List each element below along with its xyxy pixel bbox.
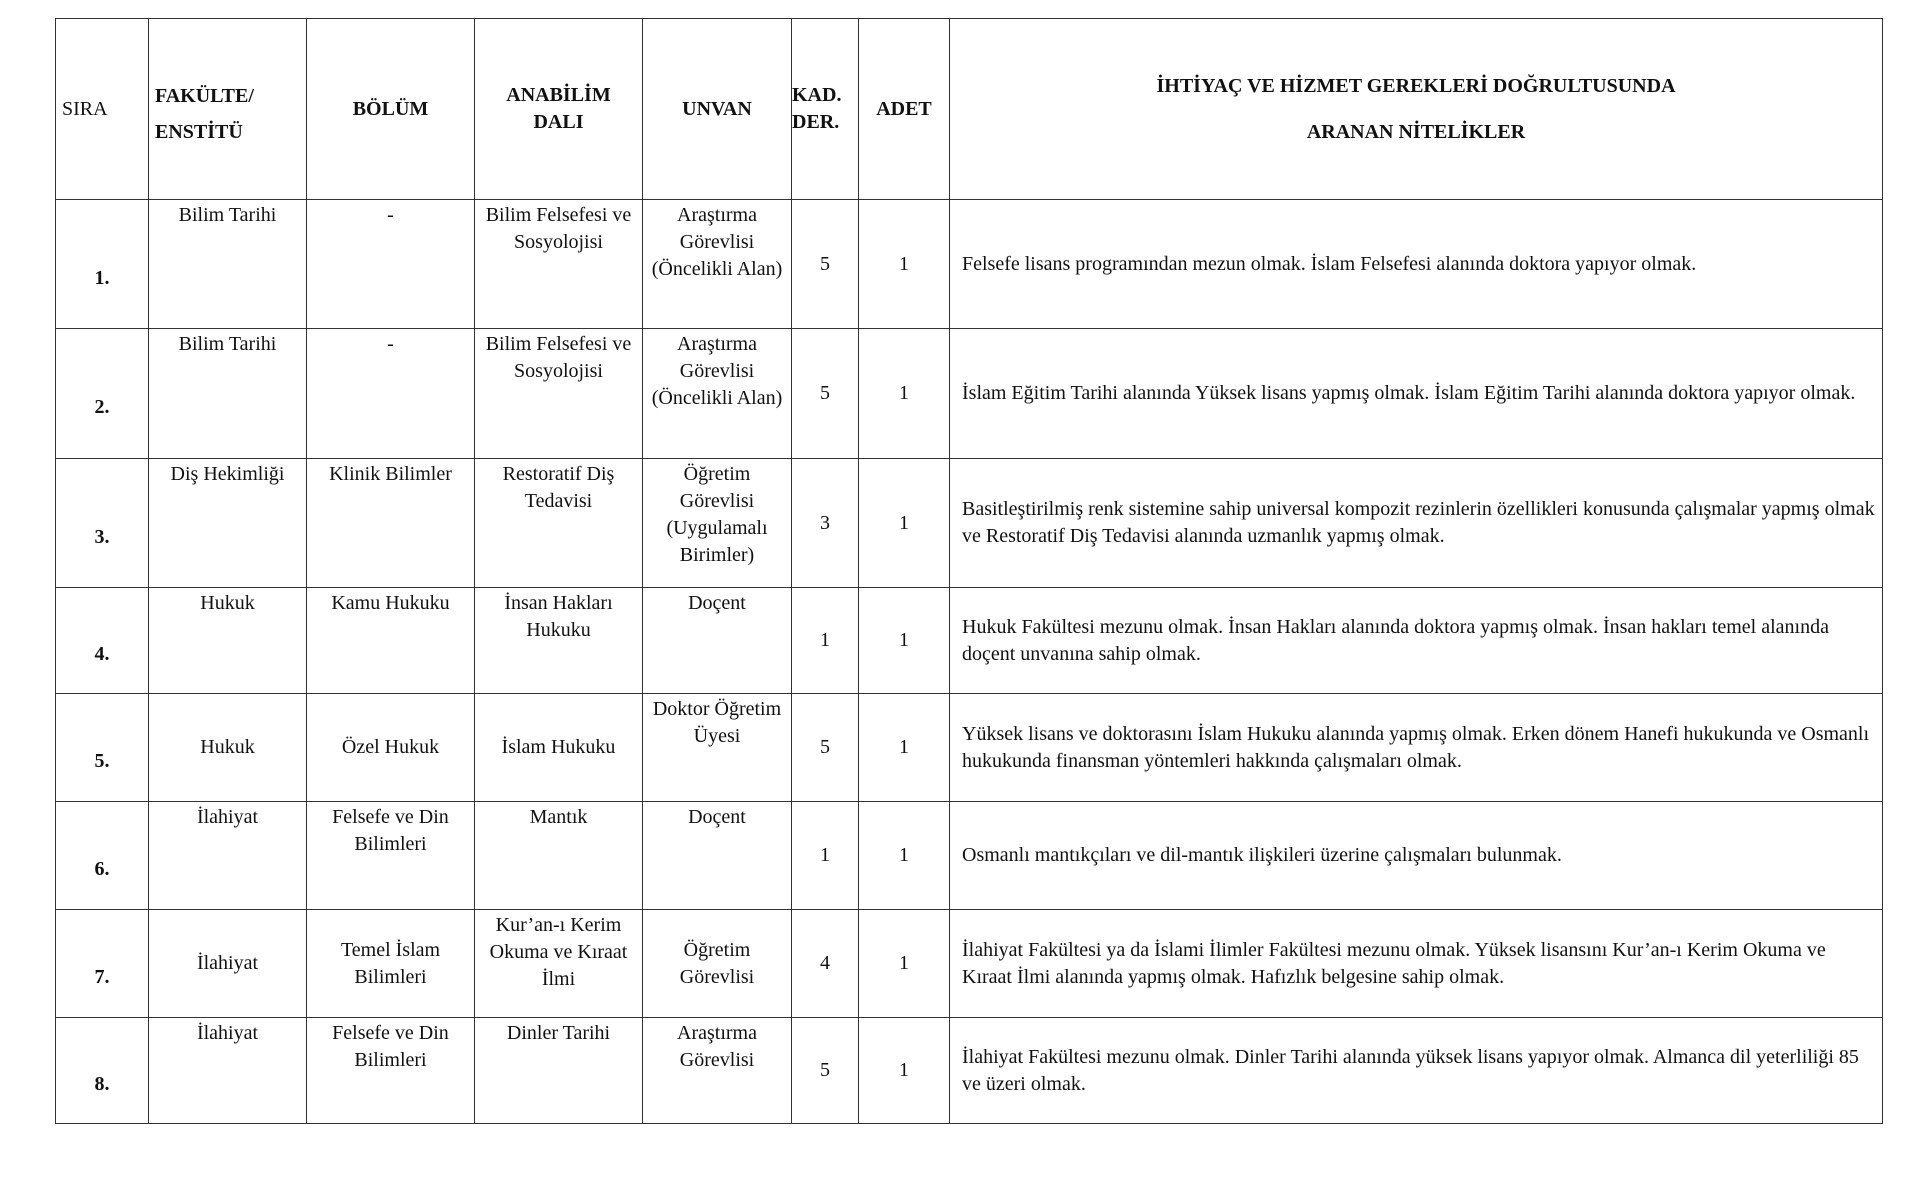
anabilim-cell: Dinler Tarihi <box>475 1018 643 1124</box>
bolum-cell: Kamu Hukuku <box>307 588 475 694</box>
bolum-cell: - <box>307 200 475 329</box>
header-fakulte: FAKÜLTE/ ENSTİTÜ <box>149 19 307 200</box>
table-row <box>56 329 1883 459</box>
kadro-derecesi-cell: 1 <box>792 588 859 694</box>
table-row <box>56 694 1883 802</box>
header-anabilim: ANABİLİM DALI <box>475 19 643 200</box>
fakulte-cell: Diş Hekimliği <box>149 459 307 588</box>
anabilim-cell: Bilim Felsefesi ve Sosyolojisi <box>475 329 643 459</box>
sira-cell: 1. <box>56 200 149 329</box>
unvan-cell: Doçent <box>643 802 792 910</box>
table-row <box>56 802 1883 910</box>
table-row <box>56 588 1883 694</box>
adet-cell: 1 <box>859 694 950 802</box>
sira-cell: 4. <box>56 588 149 694</box>
anabilim-cell: Mantık <box>475 802 643 910</box>
fakulte-cell: Bilim Tarihi <box>149 200 307 329</box>
anabilim-cell: Restoratif Diş Tedavisi <box>475 459 643 588</box>
sira-cell: 8. <box>56 1018 149 1124</box>
unvan-cell: Doçent <box>643 588 792 694</box>
header-bolum: BÖLÜM <box>307 19 475 200</box>
kadro-derecesi-cell: 5 <box>792 694 859 802</box>
anabilim-cell: Bilim Felsefesi ve Sosyolojisi <box>475 200 643 329</box>
unvan-cell: Öğretim Görevlisi (Uygulamalı Birimler) <box>643 459 792 588</box>
table-row <box>56 910 1883 1018</box>
nitelikler-cell: Osmanlı mantıkçıları ve dil-mantık ilişkileri üzerine çalışmaları bulunmak. <box>950 802 1883 910</box>
table-row <box>56 1018 1883 1124</box>
kadro-derecesi-cell: 3 <box>792 459 859 588</box>
kadro-derecesi-cell: 4 <box>792 910 859 1018</box>
nitelikler-cell: İslam Eğitim Tarihi alanında Yüksek lisans yapmış olmak. İslam Eğitim Tarihi alanında doktora yapıyor olmak. <box>950 329 1883 459</box>
fakulte-cell: Hukuk <box>149 588 307 694</box>
bolum-cell: Temel İslam Bilimleri <box>307 910 475 1018</box>
sira-cell: 3. <box>56 459 149 588</box>
unvan-cell: Araştırma Görevlisi (Öncelikli Alan) <box>643 200 792 329</box>
anabilim-cell: İnsan Hakları Hukuku <box>475 588 643 694</box>
adet-cell: 1 <box>859 802 950 910</box>
nitelikler-cell: Basitleştirilmiş renk sistemine sahip universal kompozit rezinlerin özellikleri konusunda çalışmalar yapmış olmak ve Restoratif Diş Tedavisi alanında uzmanlık yapmış olmak. <box>950 459 1883 588</box>
unvan-cell: Araştırma Görevlisi <box>643 1018 792 1124</box>
header-kad-der: KAD. DER. <box>792 19 859 200</box>
unvan-cell: Öğretim Görevlisi <box>643 910 792 1018</box>
nitelikler-cell: Hukuk Fakültesi mezunu olmak. İnsan Hakları alanında doktora yapmış olmak. İnsan hakları temel alanında doçent unvanına sahip olmak. <box>950 588 1883 694</box>
fakulte-cell: Bilim Tarihi <box>149 329 307 459</box>
bolum-cell: Felsefe ve Din Bilimleri <box>307 802 475 910</box>
fakulte-cell: İlahiyat <box>149 910 307 1018</box>
kadro-derecesi-cell: 5 <box>792 1018 859 1124</box>
unvan-cell: Doktor Öğretim Üyesi <box>643 694 792 802</box>
sira-cell: 6. <box>56 802 149 910</box>
kadro-derecesi-cell: 5 <box>792 329 859 459</box>
nitelikler-cell: İlahiyat Fakültesi mezunu olmak. Dinler Tarihi alanında yüksek lisans yapıyor olmak. Almanca dil yeterliliği 85 ve üzeri olmak. <box>950 1018 1883 1124</box>
adet-cell: 1 <box>859 1018 950 1124</box>
fakulte-cell: İlahiyat <box>149 1018 307 1124</box>
nitelikler-cell: Felsefe lisans programından mezun olmak. İslam Felsefesi alanında doktora yapıyor olmak. <box>950 200 1883 329</box>
bolum-cell: Felsefe ve Din Bilimleri <box>307 1018 475 1124</box>
header-nitelikler: İHTİYAÇ VE HİZMET GEREKLERİ DOĞRULTUSUNDA ARANAN NİTELİKLER <box>950 19 1883 200</box>
positions-table <box>55 18 1883 1124</box>
adet-cell: 1 <box>859 910 950 1018</box>
header-unvan: UNVAN <box>643 19 792 200</box>
sira-cell: 7. <box>56 910 149 1018</box>
bolum-cell: Özel Hukuk <box>307 694 475 802</box>
sira-cell: 2. <box>56 329 149 459</box>
fakulte-cell: İlahiyat <box>149 802 307 910</box>
kadro-derecesi-cell: 1 <box>792 802 859 910</box>
anabilim-cell: İslam Hukuku <box>475 694 643 802</box>
table-row <box>56 459 1883 588</box>
bolum-cell: Klinik Bilimler <box>307 459 475 588</box>
kadro-derecesi-cell: 5 <box>792 200 859 329</box>
adet-cell: 1 <box>859 200 950 329</box>
adet-cell: 1 <box>859 329 950 459</box>
anabilim-cell: Kur’an-ı Kerim Okuma ve Kıraat İlmi <box>475 910 643 1018</box>
table-row <box>56 200 1883 329</box>
sira-cell: 5. <box>56 694 149 802</box>
unvan-cell: Araştırma Görevlisi (Öncelikli Alan) <box>643 329 792 459</box>
header-adet: ADET <box>859 19 950 200</box>
adet-cell: 1 <box>859 459 950 588</box>
nitelikler-cell: İlahiyat Fakültesi ya da İslami İlimler Fakültesi mezunu olmak. Yüksek lisansını Kur’an-ı Kerim Okuma ve Kıraat İlmi alanında yapmış olmak. Hafızlık belgesine sahip olmak. <box>950 910 1883 1018</box>
bolum-cell: - <box>307 329 475 459</box>
fakulte-cell: Hukuk <box>149 694 307 802</box>
nitelikler-cell: Yüksek lisans ve doktorasını İslam Hukuku alanında yapmış olmak. Erken dönem Hanefi hukukunda ve Osmanlı hukukunda finansman yöntemleri hakkında çalışmaları olmak. <box>950 694 1883 802</box>
header-sira: SIRA <box>56 19 149 200</box>
adet-cell: 1 <box>859 588 950 694</box>
header-row <box>56 19 1883 200</box>
